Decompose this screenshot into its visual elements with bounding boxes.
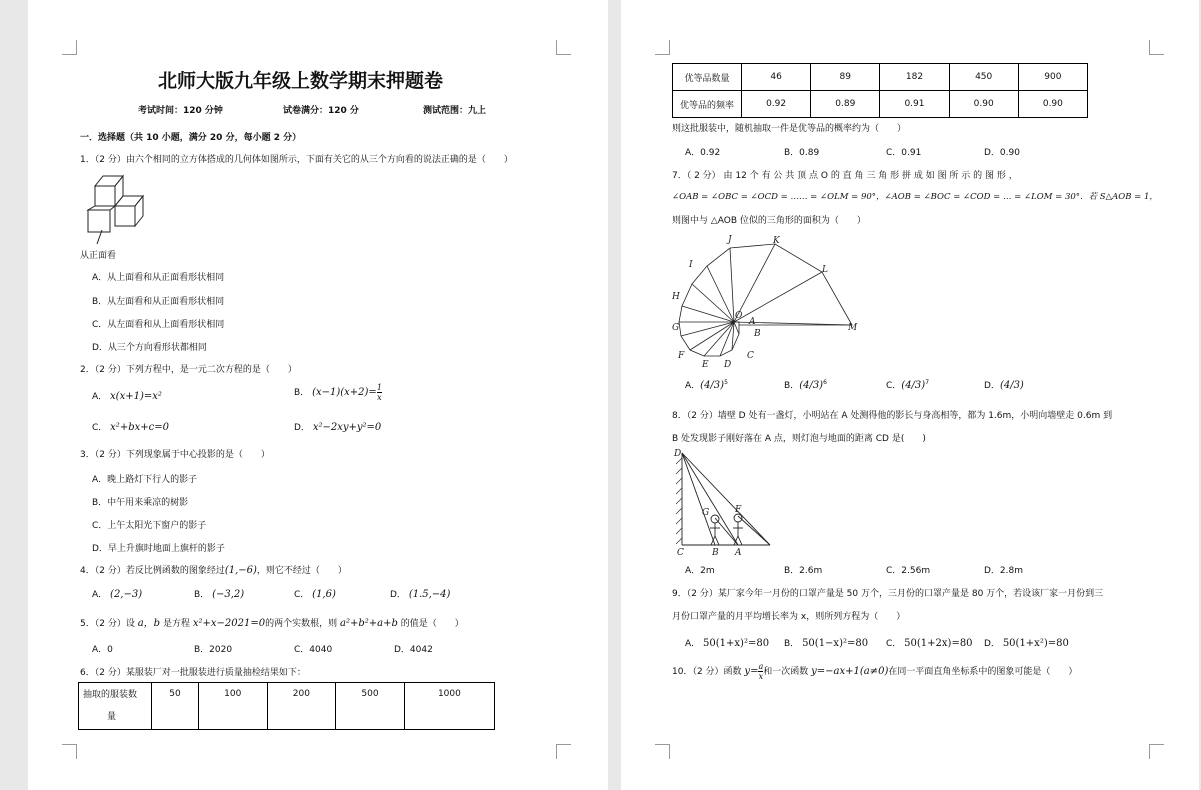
q7-line1: 7．（ 2 分） 由 12 个 有 公 共 顶 点 O 的 直 角 三 角 形 拼 成 如 图 所 示 的 图 形 ， (672, 171, 1018, 181)
q9-line1: 9．（2 分）某厂家今年一月份的口罩产量是 50 万个，三月份的口罩产量是 80 万个，若设该厂家一月份到三 (672, 589, 1104, 599)
table-cell: 1000 (404, 683, 494, 730)
table-cell: 100 (198, 683, 267, 730)
q2-option-b[interactable] (294, 383, 382, 402)
figure-label: G (672, 323, 680, 333)
q5-stem (80, 614, 464, 629)
table-cell: 182 (880, 64, 949, 91)
figure-label: M (848, 323, 858, 333)
figure-label: F (735, 505, 742, 515)
q8-option-c[interactable]: C．2.56m (886, 566, 931, 576)
option-base: (4/3) (700, 380, 725, 391)
q4-stem (80, 563, 347, 576)
option-exponent: 5 (724, 379, 728, 386)
fraction-numerator: a (758, 662, 764, 671)
option-base: (4/3) (901, 380, 926, 391)
q8-option-b[interactable]: B．2.6m (784, 566, 823, 576)
q4-stem-text: ，则它不经过（ ） (256, 566, 347, 576)
section-heading: 一．选择题（共 10 小题，满分 20 分，每小题 2 分） (80, 133, 302, 143)
option-letter: B． (784, 381, 800, 391)
option-letter: C． (294, 590, 310, 600)
option-value: 50(1+2x)=80 (904, 638, 973, 649)
figure-label: D (724, 360, 732, 370)
figure-label: H (672, 292, 680, 302)
lamp-shadow-figure (672, 448, 782, 556)
q5-option-c[interactable]: C．4040 (294, 645, 333, 655)
q8-option-a[interactable]: A．2m (685, 566, 715, 576)
corner-mark (556, 40, 571, 55)
page-2 (621, 0, 1199, 790)
page-title: 北师大版九年级上数学期末押题卷 (158, 70, 444, 92)
figure-label: C (677, 548, 684, 556)
q7-option-a[interactable] (685, 378, 728, 391)
q10-stem-text: 和一次函数 (763, 667, 809, 677)
figure-label: J (728, 235, 732, 245)
option-value: (1,6) (312, 589, 336, 600)
figure-label: L (822, 265, 828, 275)
q5-stem-text: 是方程 (162, 619, 190, 629)
option-letter: B． (194, 590, 210, 600)
row-label-line: 抽取的服装数 (83, 690, 138, 700)
q4-stem-text: 4．（2 分）若反比例函数的图象经过 (80, 566, 225, 576)
q4-option-a[interactable] (92, 587, 142, 600)
figure-label: A (749, 317, 756, 327)
q7-option-d[interactable] (984, 378, 1024, 391)
exam-score: 试卷满分：120 分 (283, 106, 359, 116)
option-exponent: 7 (925, 379, 930, 386)
table-cell: 0.92 (742, 91, 811, 118)
option-value: 50(1+x²)=80 (1002, 638, 1069, 649)
option-letter: B． (784, 639, 800, 649)
q7-option-b[interactable] (784, 378, 827, 391)
option-letter: C． (92, 423, 108, 433)
fraction-numerator: 1 (376, 383, 382, 392)
q4-option-c[interactable] (294, 587, 336, 600)
option-base: (4/3) (799, 380, 824, 391)
q6-stem: 6．（2 分）某服装厂对一批服装进行质量抽检结果如下： (80, 668, 306, 678)
figure-label: B (712, 548, 719, 556)
option-letter: A． (92, 392, 108, 402)
figure-label: B (754, 329, 761, 339)
table-row-label: 优等品数量 (673, 64, 742, 91)
table-row-label: 优等品的频率 (673, 91, 742, 118)
q1-option-d[interactable]: D．从三个方向看形状都相同 (92, 343, 207, 353)
option-letter: A． (685, 639, 701, 649)
corner-mark (655, 40, 670, 55)
table-cell: 500 (336, 683, 405, 730)
q9-option-c[interactable] (886, 636, 973, 649)
option-letter: D． (984, 381, 1000, 391)
q5-expression: a²+b²+a+b (339, 618, 398, 629)
q2-option-d[interactable] (294, 420, 381, 433)
q1-option-c[interactable]: C．从左面看和从上面看形状相同 (92, 320, 225, 330)
table-cell: 50 (152, 683, 199, 730)
q7-line2: ∠OAB = ∠OBC = ∠OCD = …… = ∠OLM = 90°，∠AOB = ∠BOC = ∠COD = … = ∠LOM = 30°．若 S△AOB = 1， (672, 192, 1158, 202)
figure-label: C (747, 351, 754, 361)
q1-figure-label: 从正面看 (80, 251, 117, 261)
table-cell: 200 (267, 683, 336, 730)
figure-label: I (689, 260, 693, 270)
figure-label: E (702, 360, 709, 370)
q5-option-b[interactable]: B．2020 (194, 645, 233, 655)
q7-line3: 则图中与 △AOB 位似的三角形的面积为（ ） (672, 216, 866, 226)
q10-stem-text: 在同一平面直角坐标系中的图象可能是（ ） (888, 667, 1078, 677)
table-row-label (79, 683, 152, 730)
q1-option-b[interactable]: B．从左面看和从正面看形状相同 (92, 297, 225, 307)
q6-option-b[interactable]: B．0.89 (784, 148, 820, 158)
figure-label: G (702, 508, 710, 518)
table-cell: 0.89 (811, 91, 880, 118)
q9-option-b[interactable] (784, 636, 868, 649)
figure-label: A (735, 548, 742, 556)
option-letter: A． (685, 381, 701, 391)
table-cell: 0.91 (880, 91, 949, 118)
spiral-triangle-figure (672, 232, 862, 370)
q2-stem: 2．（2 分）下列方程中，是一元二次方程的是（ ） (80, 365, 297, 375)
table-cell: 0.90 (949, 91, 1018, 118)
q1-option-a[interactable]: A．从上面看和从正面看形状相同 (92, 273, 225, 283)
q8-option-d[interactable]: D．2.8m (984, 566, 1024, 576)
option-value: (−3,2) (212, 589, 245, 600)
option-value: 50(1−x)²=80 (802, 638, 869, 649)
table-cell: 900 (1018, 64, 1087, 91)
corner-mark (556, 744, 571, 759)
option-letter: C． (886, 639, 902, 649)
figure-label: D (674, 449, 682, 459)
q8-line2: B 处发现影子刚好落在 A 点，则灯泡与地面的距离 CD 是( ) (672, 434, 926, 444)
q10-stem (672, 662, 1077, 681)
q10-func2: y=−ax+1(a≠0) (811, 666, 889, 677)
q10-stem-text: 10．（2 分）函数 (672, 667, 742, 677)
q2-a-math: x(x+1)=x² (110, 391, 162, 402)
corner-mark (1149, 744, 1164, 759)
option-exponent: 6 (823, 379, 827, 386)
table-cell: 46 (742, 64, 811, 91)
table-cell: 0.90 (1018, 91, 1087, 118)
q6-option-c[interactable]: C．0.91 (886, 148, 922, 158)
option-value: (2,−3) (110, 589, 143, 600)
corner-mark (655, 744, 670, 759)
q9-option-a[interactable] (685, 636, 769, 649)
fraction (377, 383, 382, 402)
q6-table-part2 (672, 63, 1088, 118)
q3-stem: 3．（2 分）下列现象属于中心投影的是（ ） (80, 450, 270, 460)
q9-option-d[interactable] (984, 636, 1069, 649)
q2-b-math: (x−1)(x+2)= (312, 387, 377, 398)
option-value: (1.5,−4) (408, 589, 451, 600)
q7-option-c[interactable] (886, 378, 929, 391)
q5-option-a[interactable]: A．0 (92, 645, 113, 655)
figure-label: F (678, 351, 685, 361)
q5-option-d[interactable]: D．4042 (394, 645, 433, 655)
option-letter: C． (886, 381, 902, 391)
q5-vars: a，b (137, 618, 161, 629)
q3-option-c[interactable]: C．上午太阳光下窗户的影子 (92, 521, 207, 531)
exam-time: 考试时间：120 分钟 (138, 106, 223, 116)
q4-point: (1,−6) (224, 565, 257, 576)
fraction-denominator: x (377, 393, 382, 402)
figure-label: K (773, 236, 780, 246)
q2-c-math: x²+bx+c=0 (110, 422, 169, 433)
q2-option-a[interactable] (92, 389, 162, 402)
option-letter: D． (390, 590, 406, 600)
option-letter: B． (294, 388, 310, 398)
q2-option-c[interactable] (92, 420, 169, 433)
option-letter: D． (984, 639, 1000, 649)
q2-d-math: x²−2xy+y²=0 (312, 422, 382, 433)
page-1 (28, 0, 608, 790)
option-value: 50(1+x)²=80 (703, 638, 770, 649)
q5-stem-text: 5．（2 分）设 (80, 619, 135, 629)
row-label-line: 量 (107, 712, 117, 722)
q5-equation: x²+x−2021=0 (192, 618, 266, 629)
q4-option-d[interactable] (390, 587, 450, 600)
corner-mark (62, 744, 77, 759)
corner-mark (62, 40, 77, 55)
corner-mark (1149, 40, 1164, 55)
q6-option-a[interactable]: A．0.92 (685, 148, 721, 158)
exam-range: 测试范围：九上 (423, 106, 487, 116)
q3-option-a[interactable]: A．晚上路灯下行人的影子 (92, 475, 198, 485)
q4-option-b[interactable] (194, 587, 244, 600)
option-base: (4/3) (999, 380, 1024, 391)
q8-line1: 8．（2 分）墙壁 D 处有一盏灯，小明站在 A 处测得他的影长与身高相等，都为 1.6m，小明向墙壁走 0.6m 到 (672, 411, 1113, 421)
q5-stem-text: 的值是（ ） (400, 619, 464, 629)
table-cell: 89 (811, 64, 880, 91)
q10-func1: y= (744, 666, 759, 677)
q1-stem: 1．（2 分）由六个相同的立方体搭成的几何体如图所示，下面有关它的从三个方向看的说法正确的是（ ） (80, 155, 513, 165)
q5-stem-text: 的两个实数根，则 (265, 619, 338, 629)
option-letter: A． (92, 590, 108, 600)
q3-option-b[interactable]: B．中午用来乘凉的树影 (92, 498, 189, 508)
figure-label: O (735, 311, 743, 321)
q6-tail: 则这批服装中，随机抽取一件是优等品的概率约为（ ） (672, 124, 907, 134)
fraction-denominator: x (758, 672, 764, 681)
table-cell: 450 (949, 64, 1018, 91)
option-letter: D． (294, 423, 310, 433)
cube-figure (83, 172, 158, 244)
q6-table-part1 (78, 682, 495, 730)
q3-option-d[interactable]: D．早上升旗时地面上旗杆的影子 (92, 544, 225, 554)
q9-line2: 月份口罩产量的月平均增长率为 x，则所列方程为（ ） (672, 612, 906, 622)
q6-option-d[interactable]: D．0.90 (984, 148, 1020, 158)
